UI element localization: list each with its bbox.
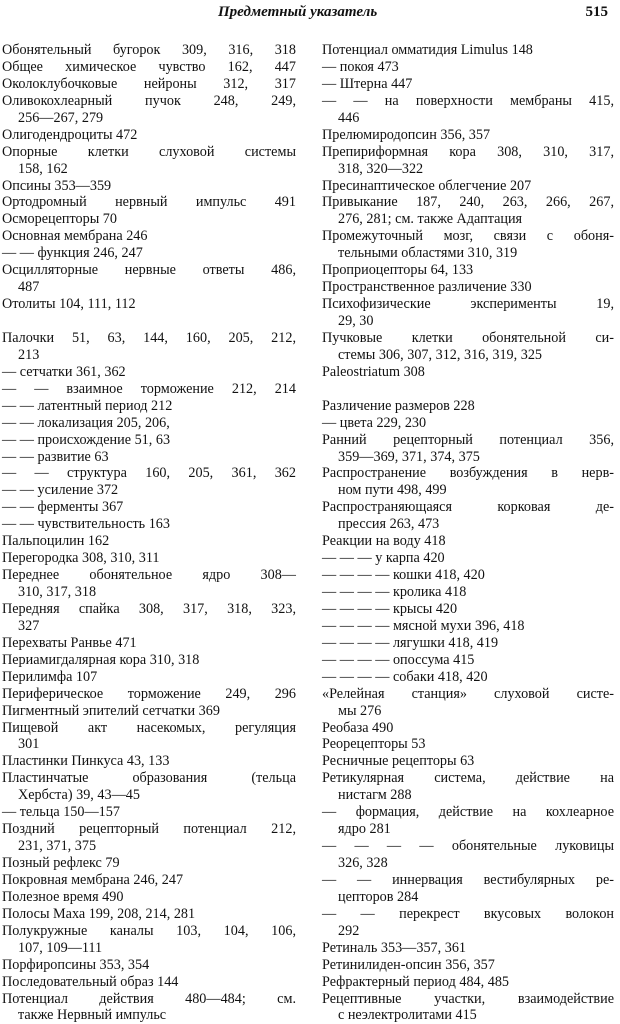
- index-entry: Порфиропсины 353, 354: [2, 956, 150, 973]
- index-entry: Препириформная кора 308, 310, 317,: [322, 143, 614, 160]
- index-entry-continuation: 29, 30: [338, 313, 374, 329]
- index-entry: Оливокохлеарный пучок 248, 249,: [2, 92, 296, 109]
- index-entry: Рецептивные участки, взаимодействие: [322, 990, 614, 1007]
- index-entry-continuation: цепторов 284: [338, 888, 419, 905]
- index-entry: Различение размеров 228: [322, 397, 475, 414]
- index-entry: — формация, действие на кохлеарное: [322, 804, 614, 821]
- index-entry-continuation: 359—369, 371, 374, 375: [338, 448, 480, 465]
- index-entry-continuation: 310, 317, 318: [18, 584, 97, 600]
- index-entry: — Штерна 447: [322, 75, 413, 92]
- index-entry: — — ферменты 367: [2, 499, 124, 516]
- index-column-left: [2, 42, 296, 1024]
- index-entry: — тельца 150—157: [2, 804, 120, 821]
- index-entry: Paleostriatum 308: [322, 363, 425, 380]
- index-entry: Поздний рецепторный потенциал 212,: [2, 821, 296, 838]
- index-entry: Перилимфа 107: [2, 668, 98, 685]
- index-entry: Рефрактерный период 484, 485: [322, 973, 510, 990]
- index-entry: Ретинилиден-опсин 356, 357: [322, 956, 495, 973]
- section-gap: [322, 381, 614, 398]
- index-entry: Ортодромный нервный импульс 491: [2, 194, 296, 211]
- index-entry: — — функция 246, 247: [2, 245, 143, 262]
- running-title: Предметный указатель: [218, 4, 378, 20]
- index-entry: Периамигдалярная кора 310, 318: [2, 651, 200, 668]
- index-entry: Ретикулярная система, действие на: [322, 770, 614, 787]
- index-entry: Промежуточный мозг, связи с обоня-: [322, 228, 614, 245]
- index-entry-continuation: тельными областями 310, 319: [338, 245, 518, 262]
- index-entry: Отолиты 104, 111, 112: [2, 296, 136, 313]
- index-entry: — — взаимное торможение 212, 214: [2, 380, 296, 397]
- page-header: [0, 4, 620, 28]
- index-entry: Олигодендроциты 472: [2, 126, 138, 143]
- index-entry: Передняя спайка 308, 317, 318, 323,: [2, 600, 296, 617]
- index-entry: — — латентный период 212: [2, 397, 173, 414]
- index-entry: Перегородка 308, 310, 311: [2, 550, 160, 567]
- index-entry: Пучковые клетки обонятельной си-: [322, 329, 614, 346]
- index-entry: Осцилляторные нервные ответы 486,: [2, 262, 296, 279]
- index-entry: Осморецепторы 70: [2, 211, 117, 228]
- index-entry: Периферическое торможение 249, 296: [2, 685, 296, 702]
- index-entry-continuation: с неэлектролитами 415: [338, 1007, 477, 1024]
- index-entry-continuation: 213: [18, 346, 40, 363]
- index-entry: — покоя 473: [322, 58, 399, 75]
- index-entry: Общее химическое чувство 162, 447: [2, 58, 296, 75]
- index-entry: — сетчатки 361, 362: [2, 363, 126, 380]
- index-entry-continuation: 107, 109—111: [18, 939, 103, 956]
- index-entry-continuation: 318, 320—322: [338, 160, 424, 177]
- index-entry: — — происхождение 51, 63: [2, 431, 171, 448]
- index-entry: — — — — лягушки 418, 419: [322, 634, 499, 651]
- index-entry: Полукружные каналы 103, 104, 106,: [2, 922, 296, 939]
- section-gap: [2, 313, 296, 330]
- index-entry: Ранний рецепторный потенциал 356,: [322, 431, 614, 448]
- page-number: 515: [585, 4, 608, 20]
- index-entry: — — — — крысы 420: [322, 600, 458, 617]
- index-entry: Последовательный образ 144: [2, 973, 179, 990]
- index-entry: Обонятельный бугорок 309, 316, 318: [2, 42, 296, 58]
- index-entry: «Релейная станция» слуховой систе-: [322, 685, 614, 702]
- index-column-right: [322, 42, 614, 1024]
- index-entry: Потенциал омматидия Limulus 148: [322, 42, 533, 58]
- index-entry: Пластинки Пинкуса 43, 133: [2, 753, 170, 770]
- index-entry-continuation: 446: [338, 109, 360, 126]
- index-entry: — — усиление 372: [2, 482, 119, 499]
- index-entry: Основная мембрана 246: [2, 228, 148, 245]
- index-entry-continuation: прессия 263, 473: [338, 516, 440, 533]
- index-entry: — — локализация 205, 206,: [2, 414, 170, 431]
- index-entry: Палочки 51, 63, 144, 160, 205, 212,: [2, 329, 296, 346]
- index-entry: Привыкание 187, 240, 263, 266, 267,: [322, 194, 614, 211]
- index-entry-continuation: 256—267, 279: [18, 109, 104, 126]
- index-entry: Пищевой акт насекомых, регуляция: [2, 719, 296, 736]
- index-entry: — — — у карпа 420: [322, 550, 445, 567]
- index-entry: — — — — кролика 418: [322, 584, 467, 600]
- index-entry: Потенциал действия 480—484; см.: [2, 990, 296, 1007]
- index-entry-continuation: ядро 281: [338, 821, 391, 838]
- index-entry: — цвета 229, 230: [322, 414, 427, 431]
- index-entry: Реорецепторы 53: [322, 736, 426, 753]
- index-entry: Распространение возбуждения в нерв-: [322, 465, 614, 482]
- index-entry-continuation: 276, 281; см. также Адаптация: [338, 211, 523, 228]
- index-entry: Психофизические эксперименты 19,: [322, 296, 614, 313]
- index-entry: Пространственное различение 330: [322, 279, 532, 296]
- index-entry: Ретиналь 353—357, 361: [322, 939, 467, 956]
- index-entry: Пресинаптическое облегчение 207: [322, 177, 532, 194]
- index-entry: Полезное время 490: [2, 888, 124, 905]
- index-entry: — — — — мясной мухи 396, 418: [322, 617, 525, 634]
- index-entry-continuation: 158, 162: [18, 160, 68, 177]
- index-entry: Переднее обонятельное ядро 308—: [2, 567, 296, 584]
- index-entry: Опсины 353—359: [2, 177, 112, 194]
- index-entry-continuation: мы 276: [338, 702, 382, 719]
- index-entry: — — перекрест вкусовых волокон: [322, 905, 614, 922]
- index-entry: — — иннервация вестибулярных ре-: [322, 871, 614, 888]
- index-entry: — — на поверхности мембраны 415,: [322, 92, 614, 109]
- index-entry: — — — — кошки 418, 420: [322, 567, 485, 584]
- index-entry: Пластинчатые образования (тельца: [2, 770, 296, 787]
- index-entry: — — — — обонятельные луковицы: [322, 838, 614, 855]
- index-entry: Пигментный эпителий сетчатки 369: [2, 702, 220, 719]
- index-entry-continuation: также Нервный импульс: [18, 1007, 167, 1024]
- index-entry: Реобаза 490: [322, 719, 394, 736]
- index-entry-continuation: 301: [18, 736, 40, 753]
- index-entry: Прелюмиродопсин 356, 357: [322, 126, 491, 143]
- index-entry: Околоклубочковые нейроны 312, 317: [2, 75, 296, 92]
- index-entry-continuation: 487: [18, 279, 40, 296]
- index-entry: — — — — собаки 418, 420: [322, 668, 488, 685]
- index-entry: Покровная мембрана 246, 247: [2, 871, 184, 888]
- index-entry: Распространяющаяся корковая де-: [322, 499, 614, 516]
- index-entry: — — чувствительность 163: [2, 516, 170, 533]
- index-entry: — — структура 160, 205, 361, 362: [2, 465, 296, 482]
- index-entry: Полосы Маха 199, 208, 214, 281: [2, 905, 196, 922]
- index-entry: Опорные клетки слуховой системы: [2, 143, 296, 160]
- index-entry: Пальпоцилин 162: [2, 533, 110, 550]
- index-entry: Реакции на воду 418: [322, 533, 446, 550]
- index-entry-continuation: нистагм 288: [338, 787, 412, 804]
- index-entry-continuation: ном пути 498, 499: [338, 482, 447, 499]
- index-entry-continuation: 292: [338, 922, 360, 939]
- index-entry-continuation: 231, 371, 375: [18, 838, 97, 855]
- index-entry: Позный рефлекс 79: [2, 855, 120, 871]
- index-entry: Проприоцепторы 64, 133: [322, 262, 474, 279]
- index-entry: Перехваты Ранвье 471: [2, 634, 137, 651]
- index-entry-continuation: 327: [18, 617, 40, 634]
- index-entry: — — — — опоссума 415: [322, 651, 475, 668]
- index-entry-continuation: 326, 328: [338, 855, 388, 871]
- index-entry-continuation: Хербста) 39, 43—45: [18, 787, 140, 804]
- index-entry: — — развитие 63: [2, 448, 109, 465]
- index-entry: Ресничные рецепторы 63: [322, 753, 475, 770]
- index-entry-continuation: стемы 306, 307, 312, 316, 319, 325: [338, 346, 543, 363]
